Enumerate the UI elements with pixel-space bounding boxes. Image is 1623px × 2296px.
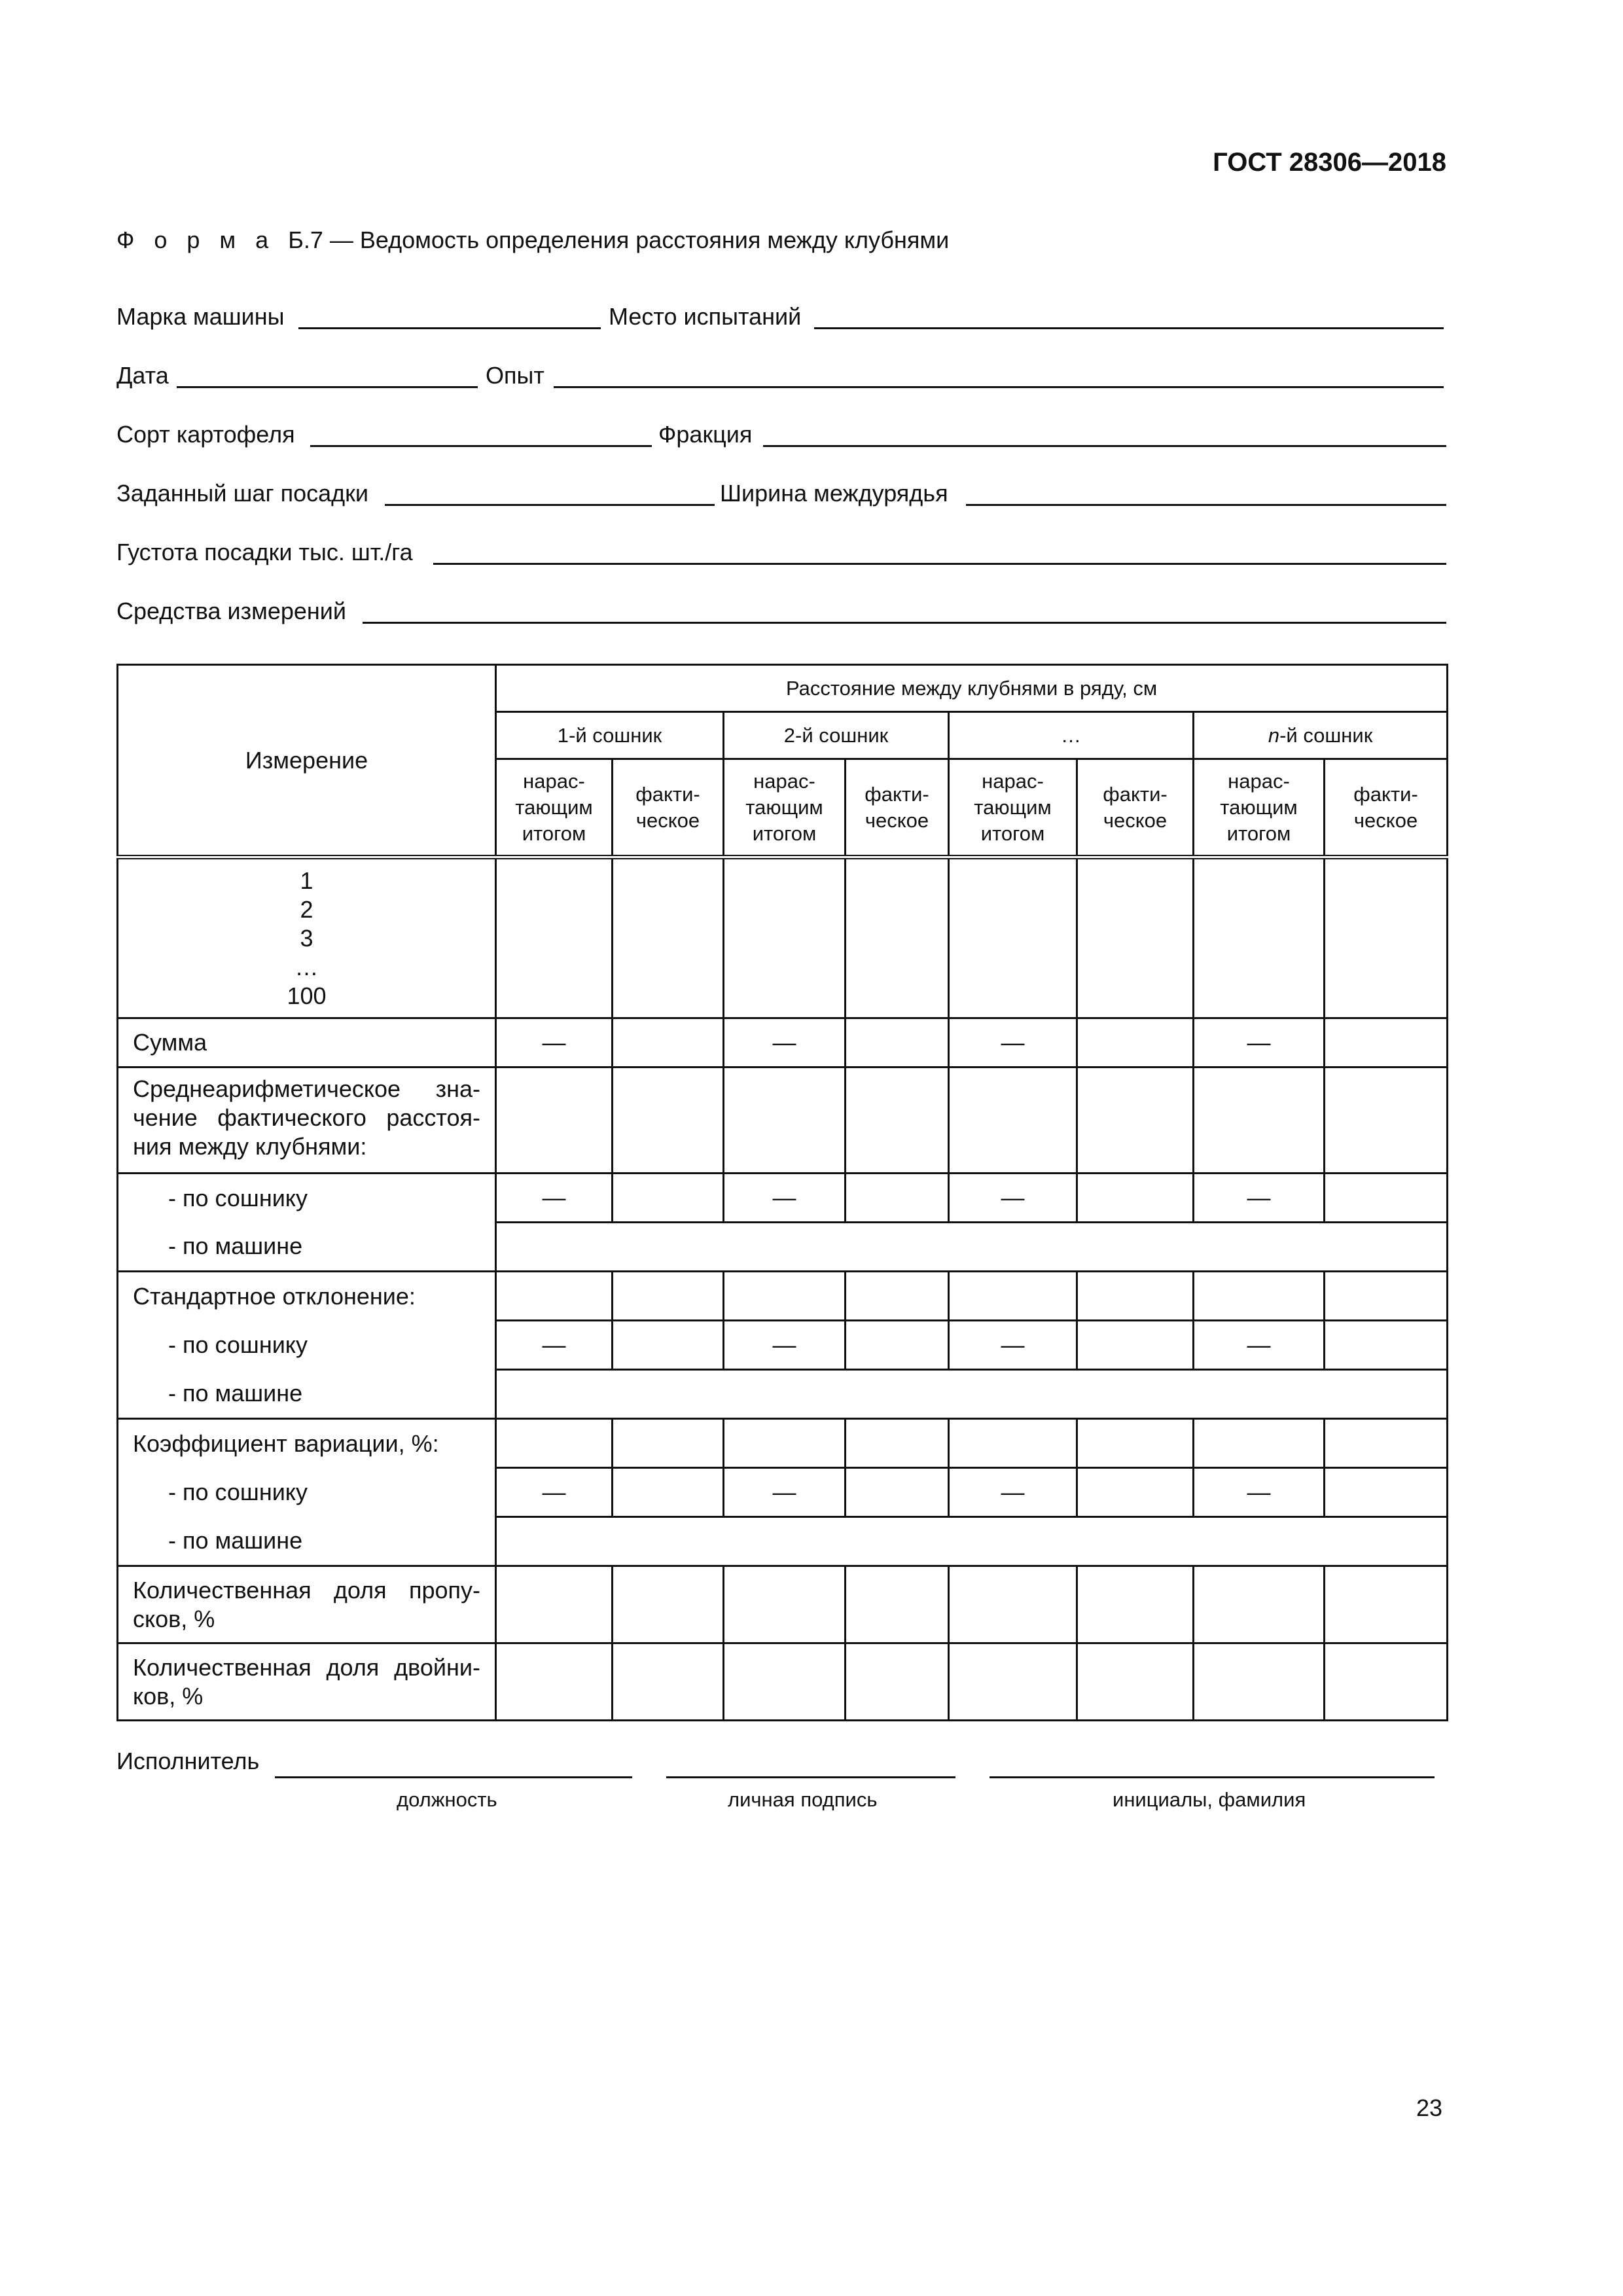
measuring-tools-line[interactable] xyxy=(363,622,1446,624)
table-cell[interactable] xyxy=(846,1321,949,1370)
dash-cell: — xyxy=(949,1468,1077,1517)
table-cell[interactable] xyxy=(1077,1468,1194,1517)
table-cell[interactable] xyxy=(1194,1643,1325,1721)
dash-cell: — xyxy=(724,1321,846,1370)
dash-cell: — xyxy=(949,1174,1077,1223)
sub-header-actual xyxy=(846,759,949,857)
sub-header-actual-text: факти- ческое xyxy=(1353,782,1418,832)
dash-cell: — xyxy=(496,1018,613,1067)
planting-density-label: Густота посадки тыс. шт./га xyxy=(116,539,413,565)
sub-header-cumulative xyxy=(949,759,1077,857)
table-cell[interactable] xyxy=(724,1643,846,1721)
sub-header-actual-text: факти- ческое xyxy=(865,782,929,832)
table-cell[interactable] xyxy=(1325,1067,1448,1174)
machine-brand-label: Марка машины xyxy=(116,303,285,330)
dash-cell: — xyxy=(496,1468,613,1517)
opener-1-header: 1-й сошник xyxy=(496,712,724,759)
opener-n-text: -й сошник xyxy=(1279,723,1373,747)
table-cell[interactable] xyxy=(1194,1419,1325,1468)
row-label-cv: Коэффициент вариации, %: xyxy=(118,1419,496,1468)
measurement-number: 100 xyxy=(287,982,327,1009)
measurement-numbers xyxy=(118,857,496,1018)
table-cell[interactable] xyxy=(1325,857,1448,1018)
sub-header-cumulative-text: нарас- тающим итогом xyxy=(1220,769,1298,845)
executor-label: Исполнитель xyxy=(116,1748,260,1774)
measurement-number: … xyxy=(294,953,319,980)
fraction-label: Фракция xyxy=(658,421,753,448)
table-cell[interactable] xyxy=(724,857,846,1018)
table-cell[interactable] xyxy=(1325,1272,1448,1321)
table-cell[interactable] xyxy=(949,1566,1077,1643)
table-cell[interactable] xyxy=(1077,1419,1194,1468)
row-width-label: Ширина междурядья xyxy=(720,480,948,507)
table-cell-wide[interactable] xyxy=(496,1370,1448,1419)
row-label-misses: Количественная доля пропу-сков, % xyxy=(118,1566,496,1643)
table-cell[interactable] xyxy=(496,1067,613,1174)
sub-header-actual xyxy=(1325,759,1448,857)
dash-cell: — xyxy=(496,1321,613,1370)
opener-2-header: 2-й сошник xyxy=(724,712,949,759)
row-label-std-dev-by-machine: - по машине xyxy=(118,1370,496,1419)
form-title xyxy=(116,226,949,254)
sub-header-actual xyxy=(613,759,724,857)
form-title-text: Б.7 — Ведомость определения расстояния между клубнями xyxy=(288,226,950,253)
row-label-mean: Среднеарифметическое зна-чение фактического расстоя-ния между клубнями: xyxy=(118,1067,496,1174)
measurement-number: 2 xyxy=(300,895,313,923)
dash-cell: — xyxy=(724,1174,846,1223)
table-cell[interactable] xyxy=(1325,1018,1448,1067)
table-cell[interactable] xyxy=(846,1272,949,1321)
page-number: 23 xyxy=(1416,2094,1442,2121)
table-cell[interactable] xyxy=(724,1566,846,1643)
table-cell[interactable] xyxy=(1325,1566,1448,1643)
measurement-table xyxy=(116,664,1448,1721)
test-site-line[interactable] xyxy=(814,327,1444,329)
table-cell[interactable] xyxy=(496,1419,613,1468)
table-cell[interactable] xyxy=(613,1067,724,1174)
table-cell-wide[interactable] xyxy=(496,1517,1448,1566)
table-cell[interactable] xyxy=(1077,1018,1194,1067)
form-label: Ф о р м а xyxy=(116,226,276,253)
table-cell[interactable] xyxy=(613,1566,724,1643)
dash-cell: — xyxy=(724,1468,846,1517)
opener-n-italic: n xyxy=(1268,723,1280,747)
table-cell[interactable] xyxy=(1077,1174,1194,1223)
row-label-doubles: Количественная доля двойни-ков, % xyxy=(118,1643,496,1721)
sub-header-cumulative xyxy=(1194,759,1325,857)
table-cell[interactable] xyxy=(1077,1067,1194,1174)
table-cell[interactable] xyxy=(1194,1566,1325,1643)
initials-line[interactable] xyxy=(990,1776,1435,1778)
measure-column-header: Измерение xyxy=(118,665,496,857)
measurement-number: 1 xyxy=(300,867,313,894)
table-cell[interactable] xyxy=(1077,857,1194,1018)
table-cell[interactable] xyxy=(1194,1272,1325,1321)
table-cell[interactable] xyxy=(846,1419,949,1468)
sub-header-actual-text: факти- ческое xyxy=(635,782,700,832)
machine-brand-line[interactable] xyxy=(298,327,601,329)
table-cell[interactable] xyxy=(496,1272,613,1321)
table-cell[interactable] xyxy=(1194,1067,1325,1174)
table-cell[interactable] xyxy=(1077,1643,1194,1721)
standard-number: ГОСТ 28306—2018 xyxy=(1213,148,1446,177)
table-cell[interactable] xyxy=(846,1067,949,1174)
dash-cell: — xyxy=(1194,1174,1325,1223)
row-label-cv-by-machine: - по машине xyxy=(118,1517,496,1566)
table-cell[interactable] xyxy=(496,1643,613,1721)
row-label-mean-by-opener: - по сошнику xyxy=(118,1174,496,1223)
sub-header-actual-text: факти- ческое xyxy=(1103,782,1168,832)
table-cell[interactable] xyxy=(724,1272,846,1321)
dash-cell: — xyxy=(1194,1468,1325,1517)
sub-header-cumulative xyxy=(724,759,846,857)
distance-group-header: Расстояние между клубнями в ряду, см xyxy=(496,665,1448,712)
table-cell[interactable] xyxy=(949,1272,1077,1321)
table-cell[interactable] xyxy=(613,1321,724,1370)
table-cell[interactable] xyxy=(949,857,1077,1018)
table-cell[interactable] xyxy=(1325,1419,1448,1468)
row-label-std-dev-by-opener: - по сошнику xyxy=(118,1321,496,1370)
table-cell[interactable] xyxy=(1325,1321,1448,1370)
dash-cell: — xyxy=(1194,1018,1325,1067)
row-label-std-dev: Стандартное отклонение: xyxy=(118,1272,496,1321)
potato-variety-label: Сорт картофеля xyxy=(116,421,295,448)
experiment-label: Опыт xyxy=(486,362,544,389)
signature-caption: личная подпись xyxy=(728,1788,878,1811)
position-line[interactable] xyxy=(275,1776,632,1778)
table-cell[interactable] xyxy=(613,857,724,1018)
row-width-line[interactable] xyxy=(966,504,1446,506)
table-cell[interactable] xyxy=(846,1566,949,1643)
table-cell[interactable] xyxy=(949,1643,1077,1721)
potato-variety-line[interactable] xyxy=(310,445,652,447)
table-cell[interactable] xyxy=(613,1174,724,1223)
table-cell[interactable] xyxy=(613,1468,724,1517)
fraction-line[interactable] xyxy=(763,445,1446,447)
table-cell[interactable] xyxy=(613,1419,724,1468)
dash-cell: — xyxy=(949,1321,1077,1370)
position-caption: должность xyxy=(397,1788,497,1811)
row-label-sum: Сумма xyxy=(118,1018,496,1067)
table-cell[interactable] xyxy=(496,857,613,1018)
planting-step-label: Заданный шаг посадки xyxy=(116,480,368,507)
measuring-tools-label: Средства измерений xyxy=(116,598,347,624)
table-cell-wide[interactable] xyxy=(496,1223,1448,1272)
date-label: Дата xyxy=(116,362,169,389)
experiment-line[interactable] xyxy=(554,386,1444,388)
dash-cell: — xyxy=(1194,1321,1325,1370)
table-cell[interactable] xyxy=(846,1468,949,1517)
table-cell[interactable] xyxy=(1077,1321,1194,1370)
table-cell[interactable] xyxy=(949,1419,1077,1468)
opener-ellipsis-header: … xyxy=(949,712,1194,759)
sub-header-cumulative xyxy=(496,759,613,857)
date-line[interactable] xyxy=(177,386,478,388)
opener-n-header xyxy=(1194,712,1448,759)
table-cell[interactable] xyxy=(846,1018,949,1067)
planting-density-line[interactable] xyxy=(433,563,1446,565)
sub-header-cumulative-text: нарас- тающим итогом xyxy=(745,769,823,845)
table-cell[interactable] xyxy=(724,1067,846,1174)
table-cell[interactable] xyxy=(613,1018,724,1067)
planting-step-line[interactable] xyxy=(385,504,715,506)
table-cell[interactable] xyxy=(949,1067,1077,1174)
table-cell[interactable] xyxy=(1194,857,1325,1018)
row-label-mean-by-machine: - по машине xyxy=(118,1223,496,1272)
dash-cell: — xyxy=(724,1018,846,1067)
initials-caption: инициалы, фамилия xyxy=(1113,1788,1306,1811)
table-cell[interactable] xyxy=(613,1643,724,1721)
table-cell[interactable] xyxy=(1325,1174,1448,1223)
table-cell[interactable] xyxy=(846,857,949,1018)
dash-cell: — xyxy=(496,1174,613,1223)
table-cell[interactable] xyxy=(1325,1468,1448,1517)
measurement-number: 3 xyxy=(300,924,313,952)
table-cell[interactable] xyxy=(1077,1272,1194,1321)
test-site-label: Место испытаний xyxy=(609,303,802,330)
sub-header-cumulative-text: нарас- тающим итогом xyxy=(515,769,593,845)
table-cell[interactable] xyxy=(1325,1643,1448,1721)
table-cell[interactable] xyxy=(1077,1566,1194,1643)
table-cell[interactable] xyxy=(846,1643,949,1721)
sub-header-cumulative-text: нарас- тающим итогом xyxy=(974,769,1052,845)
sub-header-actual xyxy=(1077,759,1194,857)
table-cell[interactable] xyxy=(496,1566,613,1643)
dash-cell: — xyxy=(949,1018,1077,1067)
table-cell[interactable] xyxy=(613,1272,724,1321)
table-cell[interactable] xyxy=(724,1419,846,1468)
table-cell[interactable] xyxy=(846,1174,949,1223)
signature-line[interactable] xyxy=(666,1776,955,1778)
row-label-cv-by-opener: - по сошнику xyxy=(118,1468,496,1517)
